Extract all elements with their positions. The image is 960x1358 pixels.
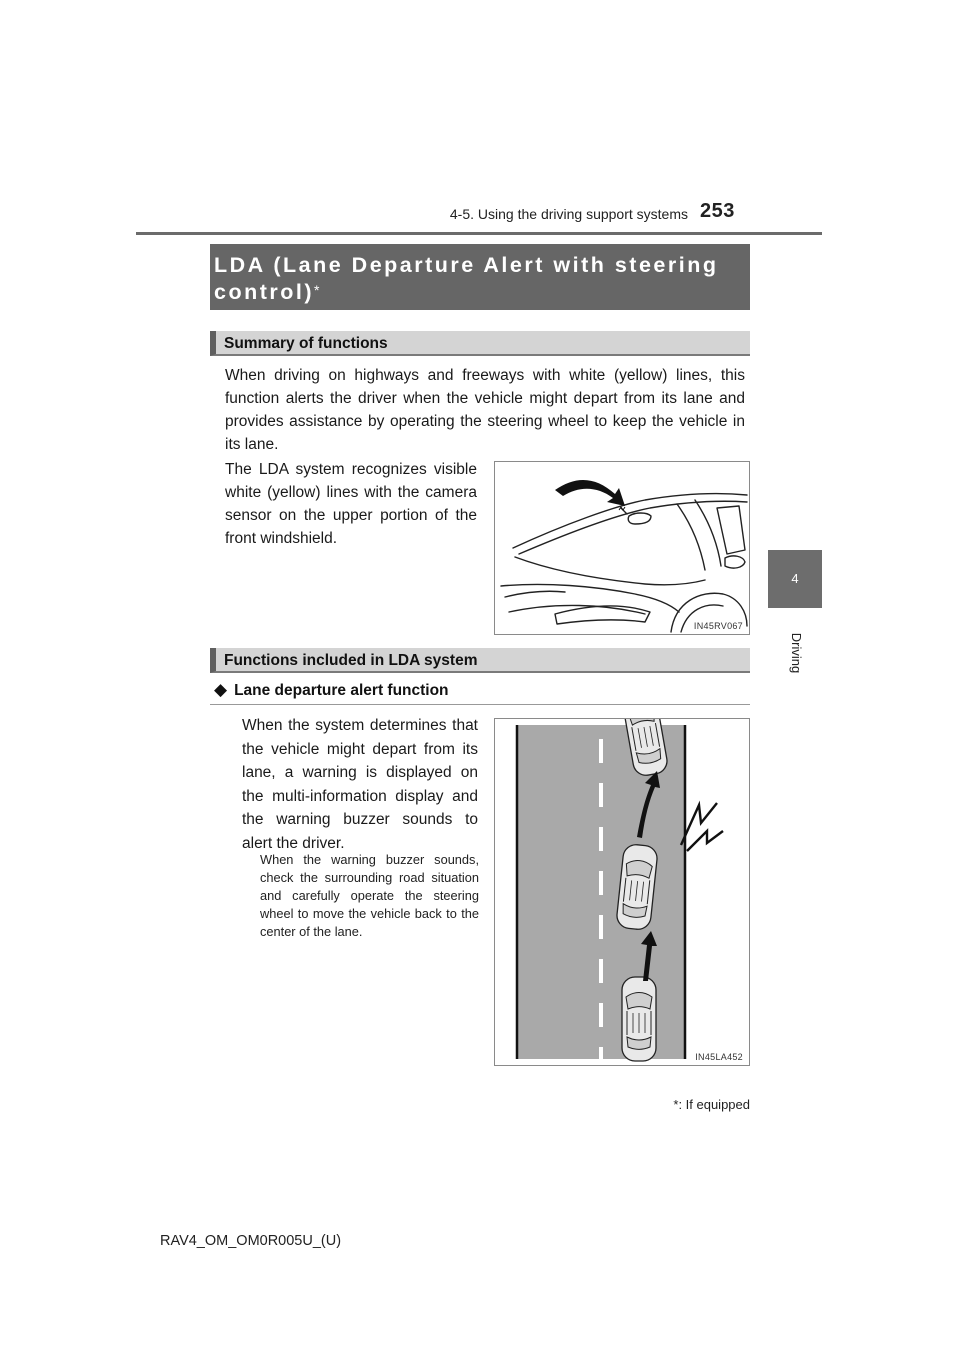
functions-heading: Functions included in LDA system <box>224 652 478 669</box>
camera-pointer-arrow-icon <box>555 480 625 506</box>
page-number: 253 <box>700 200 735 222</box>
windshield-camera-figure <box>494 461 750 635</box>
summary-heading: Summary of functions <box>224 335 388 352</box>
figure-code: IN45LA452 <box>695 1052 743 1062</box>
lane-departure-subheading-text: Lane departure alert function <box>234 682 449 699</box>
diamond-bullet-icon: ◆ <box>214 680 228 699</box>
alert-paragraph: When the system determines that the vehicle might depart from its lane, a warning is displayed on the multi-information display and the warning buzzer sounds to alert the driver. <box>242 717 478 852</box>
section-title-box <box>210 244 750 310</box>
lane-departure-subheading <box>214 680 449 700</box>
header-rule <box>136 232 822 235</box>
asterisk-icon: * <box>314 282 320 298</box>
chapter-tab-label: Driving <box>789 632 804 674</box>
subheading-rule <box>210 704 750 705</box>
footnote <box>600 1097 750 1112</box>
road-lane-illustration <box>495 719 749 1065</box>
asterisk-icon: * <box>673 1097 679 1112</box>
figure-code: IN45RV067 <box>693 621 743 631</box>
document-id: RAV4_OM_OM0R005U_(U) <box>160 1233 342 1249</box>
summary-paragraph: When driving on highways and freeways with white (yellow) lines, this function alerts the driver when the vehicle might depart from its lane and provides assistance by operating the steering wheel to keep the vehicle in its lane. <box>225 367 745 453</box>
functions-heading-bar <box>210 648 750 673</box>
buzzer-note: When the warning buzzer sounds, check the surrounding road situation and carefully operate the steering wheel to move the vehicle back to the center of the lane. <box>260 852 479 939</box>
section-title-text: LDA (Lane Departure Alert with steering control) <box>214 253 719 304</box>
camera-paragraph: The LDA system recognizes visible white (yellow) lines with the camera sensor on the upper portion of the front windshield. <box>225 461 477 547</box>
section-title <box>214 252 744 306</box>
chapter-tab-number: 4 <box>791 571 799 586</box>
warning-buzzer-icon <box>681 803 723 851</box>
summary-heading-bar <box>210 331 750 356</box>
car-bottom-icon <box>622 977 656 1061</box>
footnote-text: : If equipped <box>678 1097 750 1112</box>
car-windshield-illustration <box>495 462 749 634</box>
lane-departure-figure <box>494 718 750 1066</box>
header-section-title: 4-5. Using the driving support systems <box>449 206 688 222</box>
